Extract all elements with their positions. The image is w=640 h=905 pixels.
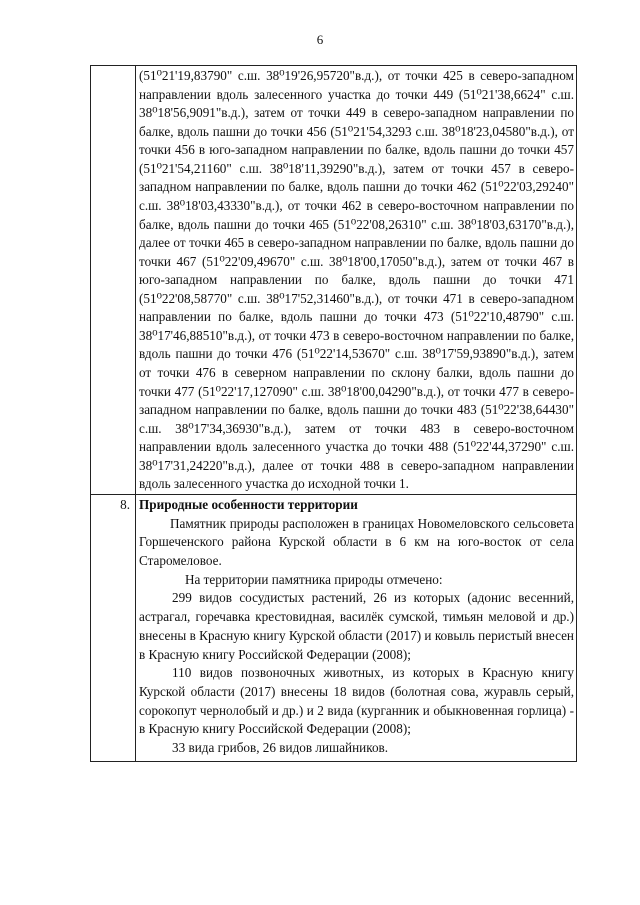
paragraph-plants: 299 видов сосудистых растений, 26 из которых (адонис весенний, астрагал, горечавка крестовидная, василёк сумской, тимьян меловой и др.) внесены в Красную книгу Курской области (2017) и ковыль перистый внесен в Красную книгу Российской Федерации (2008); (139, 590, 574, 662)
paragraph-location: Памятник природы расположен в границах Новомеловского сельсовета Горшеченского района Курской области в 6 км на юго-восток от села Старомеловое. (139, 515, 574, 569)
paragraph-animals: 110 видов позвоночных животных, из которых в Красную книгу Курской области (2017) внесены 18 видов (болотная сова, журавль серый, сорокопут чернолобый и др.) и 2 вида (курганник и обыкновенная горлица) - в Красную книгу Российской Федерации (2008); (139, 665, 574, 737)
table-row (91, 494, 577, 761)
table-row (91, 66, 577, 495)
row-number-cell: 8. (91, 494, 136, 761)
section-title: Природные особенности территории (139, 496, 358, 512)
row-number-cell (91, 66, 136, 495)
boundary-description-text: (51⁰21'19,83790" с.ш. 38⁰19'26,95720"в.д.), от точки 425 в северо-западном направлении вдоль залесенного участка до точки 449 (51⁰21'38,6624" с.ш. 38⁰18'56,9091"в.д.), затем от точки 449 в северо-западном направлении по балке, вдоль пашни до точки 456 (51⁰21'54,3293 с.ш. 38⁰18'23,04580"в.д.), от точки 456 в юго-западном направлении по балке, вдоль пашни до точки 457 (51⁰21'54,21160" с.ш. 38⁰18'11,39290"в.д.), затем от точки 457 в северо-западном направлении по балке, вдоль пашни до точки 462 (51⁰22'03,29240" с.ш. 38⁰18'03,43330"в.д.), от точки 462 в северо-восточном направлении по балке, вдоль пашни до точки 465 (51⁰22'08,26310" с.ш. 38⁰18'03,63170"в.д.), далее от точки 465 в северо-западном направлении по балке, вдоль пашни до точки 467 (51⁰22'09,49670" с.ш. 38⁰18'00,17050"в.д.), затем от точки 467 в юго-западном направлении по балке, вдоль пашни до точки 471 (51⁰22'08,58770" с.ш. 38⁰17'52,31460"в.д.), от точки 471 в северо-западном направлении по балке, вдоль пашни до точки 473 (51⁰22'10,48790" с.ш. 38⁰17'46,88510"в.д.), от точки 473 в северо-восточном направлении по балке, вдоль пашни до точки 476 (51⁰22'14,53670" с.ш. 38⁰17'59,93890"в.д.), затем от точки 476 в северном направлении по склону балки, вдоль пашни до точки 477 (51⁰22'17,127090" с.ш. 38⁰18'00,04290"в.д.), от точки 477 в северо-западном направлении по балке, вдоль пашни до точки 483 (51⁰22'38,64430" с.ш. 38⁰17'34,36930"в.д.), затем от точки 483 в северо-восточном направлении вдоль залесенного участка до точки 488 (51⁰22'44,37290" с.ш. 38⁰17'31,24220"в.д.), далее от точки 488 в северо-западном направлении вдоль залесенного участка до исходной точки 1. (139, 68, 574, 492)
natural-features-cell (136, 494, 577, 761)
paragraph-intro: На территории памятника природы отмечено: (185, 571, 443, 587)
document-table (90, 65, 577, 762)
page-number: 6 (316, 32, 324, 47)
boundary-description-cell (136, 66, 577, 495)
paragraph-fungi: 33 вида грибов, 26 видов лишайников. (172, 740, 389, 756)
